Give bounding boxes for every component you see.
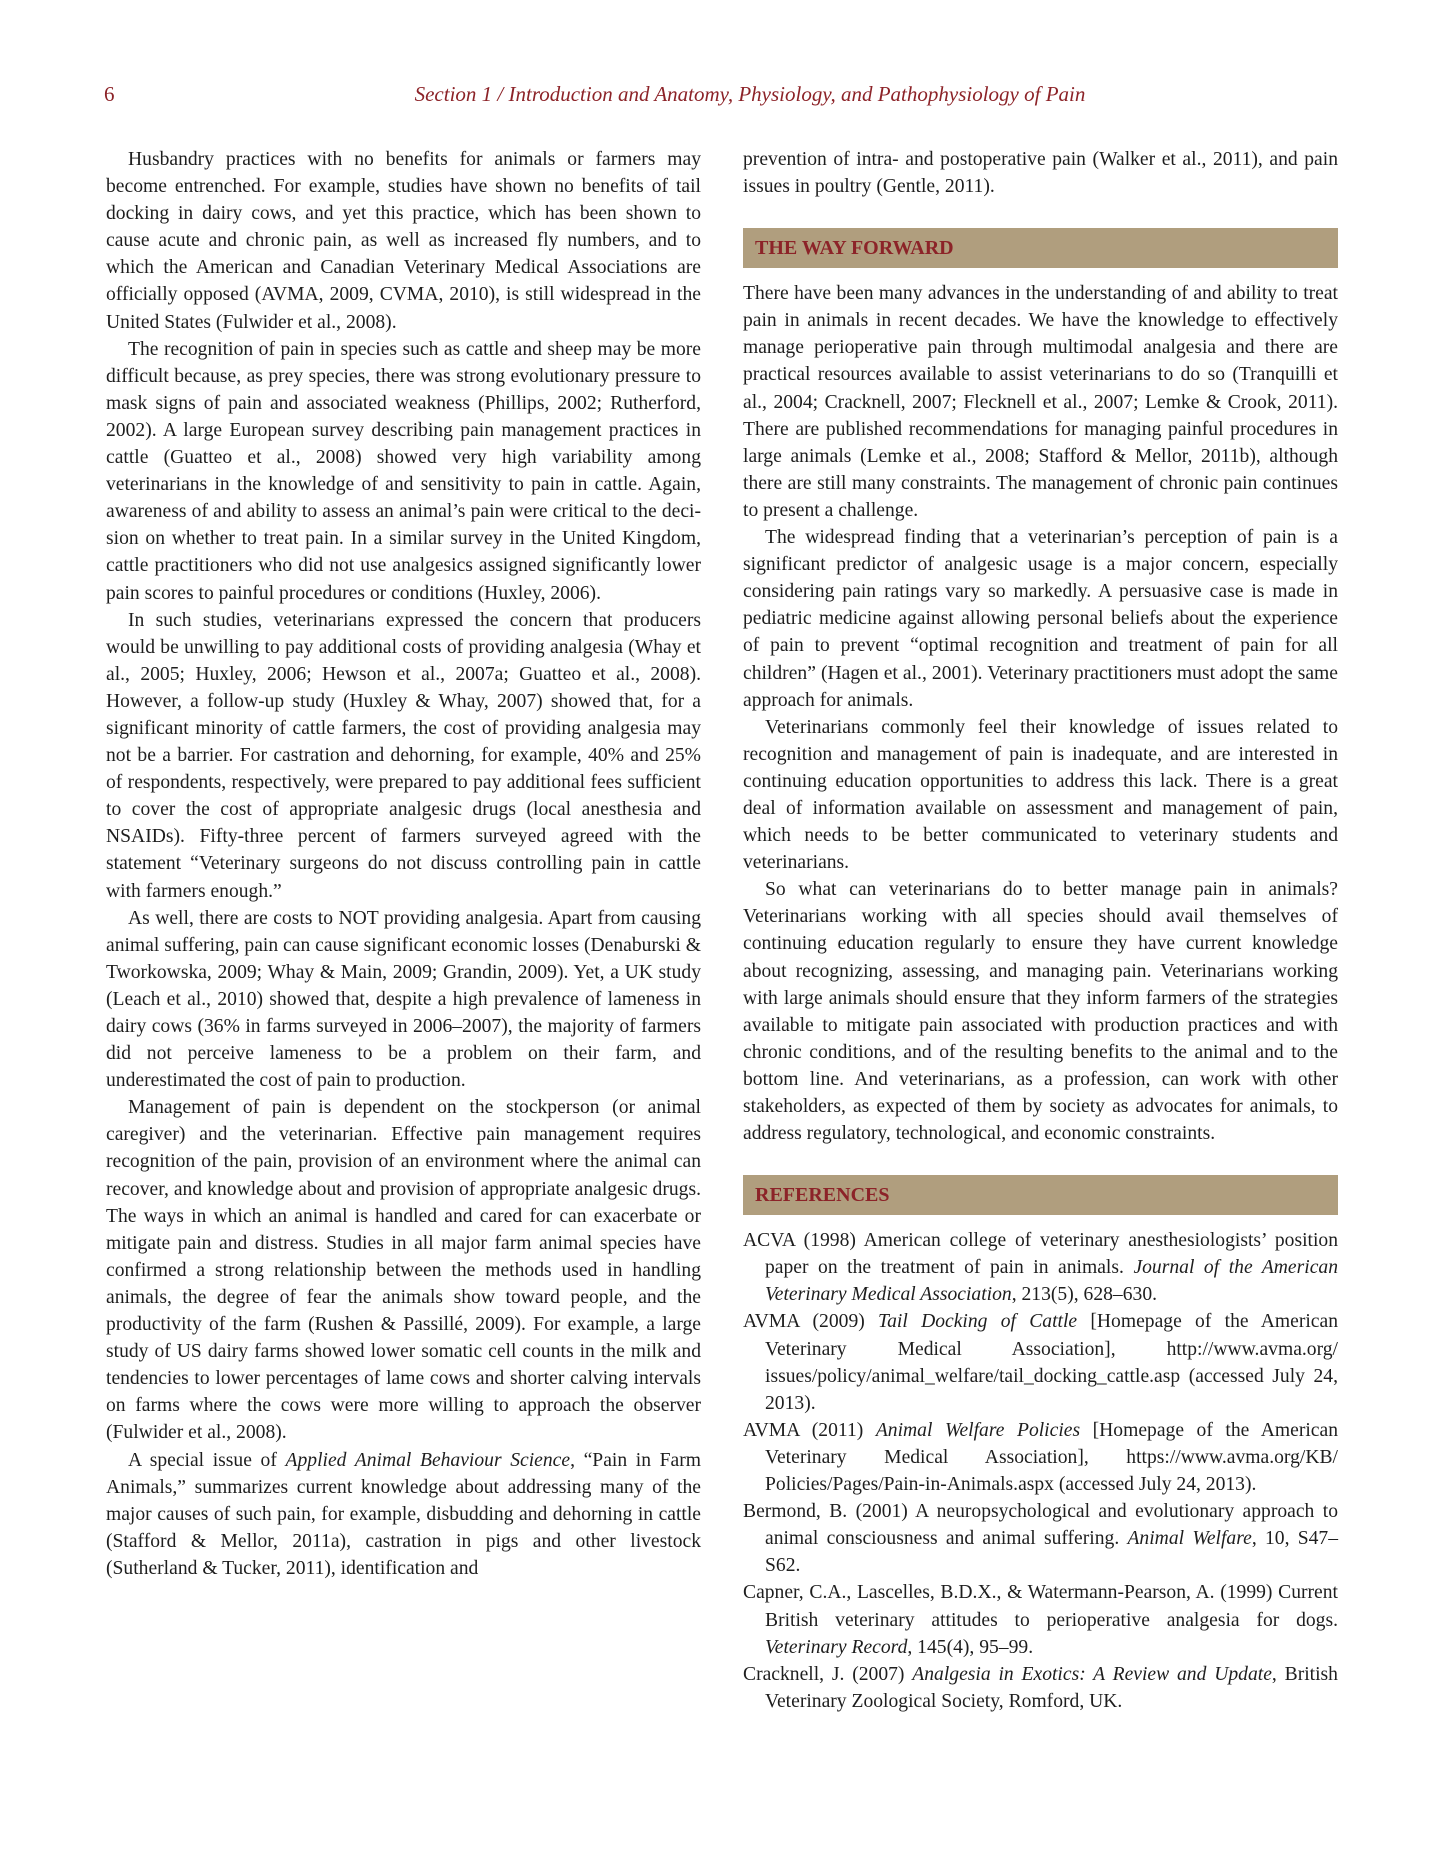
reference-title: Analgesia in Exotics: A Review and Update (912, 1663, 1272, 1685)
reference-item (743, 1227, 1338, 1308)
reference-title: Tail Docking of Cattle (878, 1311, 1078, 1333)
reference-text: AVMA (2009) (743, 1311, 879, 1333)
paragraph: The recognition of pain in species such as cattle and sheep may be more difficult because, as prey species, there was strong evolutionary pressure to mask signs of pain and associated weakness (Phillips, 2002; Rutherford, 2002). A large European survey describing pain management practices in cattle (Guatteo et al., 2008) showed very high variability among veterinarians in the knowledge of and sensitivity to pain in cattle. Again, awareness of and ability to assess an animal’s pain were critical to the decision on whether to treat pain. In a similar survey in the United Kingdom, cattle practitioners who did not use analgesics assigned significantly lower pain scores to painful procedures or conditions (Huxley, 2006). (106, 338, 701, 604)
left-column (106, 146, 701, 1582)
reference-text: Cracknell, J. (2007) (743, 1663, 913, 1685)
reference-title: Journal of the American Veterinary Medical Association (765, 1257, 1338, 1306)
reference-text: AVMA (2011) (743, 1419, 876, 1441)
paragraph: As well, there are costs to NOT providing analgesia. Apart from causing animal suffering, pain can cause significant economic losses (Denaburski & Tworkowska, 2009; Whay & Main, 2009; Grandin, 2009). Yet, a UK study (Leach et al., 2010) showed that, despite a high prevalence of lameness in dairy cows (36% in farms surveyed in 2006–2007), the majority of farmers did not perceive lameness to be a problem on their farm, and underestimated the cost of pain to production. (106, 907, 701, 1092)
reference-text: , 10, S47–S62. (765, 1528, 1339, 1577)
reference-list (743, 1227, 1338, 1715)
reference-item (743, 1661, 1338, 1715)
paragraph: prevention of intra- and postoperative pain (Walker et al., 2011), and pain issues in poultry (Gentle, 2011). (743, 149, 1338, 198)
paragraph-text: A special issue of (128, 1449, 286, 1471)
reference-text: , 213(5), 628–630. (1011, 1284, 1158, 1306)
reference-text: [Homepage of the American Veterinary Medical Association], https://www.avma.org/KB/ Policies/Pages/Pain-in-Animals.aspx (accessed July 24, 2013). (765, 1419, 1338, 1496)
paragraph: Veterinarians commonly feel their knowledge of issues related to recognition and management of pain is inadequate, and are interested in continuing education opportunities to address this lack. There is a great deal of information available on assessment and management of pain, which needs to be better communicated to veterinary students and veterinarians. (743, 716, 1338, 874)
journal-title: Applied Animal Behaviour Science (285, 1449, 571, 1471)
reference-item (743, 1308, 1338, 1416)
paragraph: There have been many advances in the understanding of and ability to treat pain in animals in recent decades. We have the knowledge to effectively manage perioperative pain through multimodal analgesia and there are practical resources available to assist veterinarians to do so (Tranquilli et al., 2004; Cracknell, 2007; Flecknell et al., 2007; Lemke & Crook, 2011). There are published recommendations for managing painful procedures in large animals (Lemke et al., 2008; Stafford & Mellor, 2011b), although there are still many constraints. The management of chronic pain continues to present a challenge. (743, 283, 1338, 521)
reference-text: [Homepage of the American Veterinary Medical Association], http://www.avma.org/ issues/policy/animal_welfare/tail_docking_cattle.asp (accessed July 24, 2013). (765, 1311, 1338, 1414)
reference-title: Animal Welfare (1127, 1528, 1252, 1550)
section-heading-references: REFERENCES (743, 1175, 1338, 1215)
reference-text: Bermond, B. (2001) A neuropsychological and evolutionary approach to animal consciousness and animal suffering. (743, 1501, 1338, 1550)
reference-title: Animal Welfare Policies (875, 1419, 1081, 1441)
reference-item (743, 1498, 1338, 1579)
reference-text: , British Veterinary Zoological Society, Romford, UK. (765, 1663, 1338, 1712)
reference-text: ACVA (1998) American college of veterinary anesthesiologists’ position paper on the treatment of pain in animals. (743, 1230, 1338, 1279)
paragraph: Husbandry practices with no benefits for animals or farmers may become entrenched. For example, studies have shown no benefits of tail docking in dairy cows, and yet this practice, which has been shown to cause acute and chronic pain, as well as increased fly numbers, and to which the American and Canadian Veterinary Medical Associations are officially opposed (AVMA, 2009, CVMA, 2010), is still widespread in the United States (Fulwider et al., 2008). (106, 149, 701, 333)
reference-text: Capner, C.A., Lascelles, B.D.X., & Watermann-Pearson, A. (1999) Current British veterinary attitudes to perioperative analgesia for dogs. (743, 1582, 1338, 1631)
paragraph (106, 1447, 701, 1582)
reference-title: Veterinary Record (765, 1636, 908, 1658)
paragraph: In such studies, veterinarians expressed the concern that producers would be unwilling to pay additional costs of providing analgesia (Whay et al., 2005; Huxley, 2006; Hewson et al., 2007a; Guatteo et al., 2008). However, a follow-up study (Huxley & Whay, 2007) showed that, for a significant minority of cattle farmers, the cost of providing analgesia may not be a barrier. For castration and dehorning, for example, 40% and 25% of respondents, respectively, were prepared to pay additional fees sufficient to cover the cost of appropriate analgesic drugs (local anesthesia and NSAIDs). Fifty-three percent of farmers surveyed agreed with the statement “Veterinary surgeons do not discuss controlling pain in cattle with farmers enough.” (106, 609, 701, 902)
paragraph: So what can veterinarians do to better manage pain in animals? Veterinarians working with all species should avail themselves of continuing education regularly to ensure they have current knowledge about recognizing, assessing, and managing pain. Veterinarians working with large animals should ensure that they inform farmers of the strategies available to mitigate pain associated with production practices and with chronic conditions, and of the resulting benefits to the animal and to the bottom line. And veterinarians, as a profession, can work with other stakeholders, as expected of them by society as advocates for animals, to address regulatory, technological, and economic constraints. (743, 879, 1338, 1145)
paragraph: The widespread finding that a veterinarian’s perception of pain is a significant predictor of analgesic usage is a major concern, especially considering pain ratings vary so markedly. A persuasive case is made in pediatric medicine against allowing personal beliefs about the experience of pain to prevent “optimal recognition and treatment of pain for all children” (Hagen et al., 2001). Veterinary practitioners must adopt the same approach for animals. (743, 527, 1338, 711)
running-header: Section 1 / Introduction and Anatomy, Physiology, and Pathophysiology of Pain (414, 82, 1086, 106)
reference-text: , 145(4), 95–99. (907, 1636, 1034, 1658)
reference-item (743, 1417, 1338, 1498)
page-number: 6 (104, 82, 115, 106)
paragraph-text: , “Pain in Farm Animals,” summarizes current knowledge about addressing many of the major causes of such pain, for example, disbudding and dehorning in cattle (Stafford & Mellor, 2011a), castration in pigs and other livestock (Sutherland & Tucker, 2011), identification and (106, 1449, 701, 1579)
paragraph: Management of pain is dependent on the stockperson (or animal caregiver) and the veterinarian. Effective pain management requires recognition of the pain, provision of an environment where the animal can recover, and knowledge about and provision of appropriate analgesic drugs. The ways in which an animal is handled and cared for can exacerbate or mitigate pain and distress. Studies in all major farm animal species have confirmed a strong relationship between the methods used in handling animals, the degree of fear the animals show toward people, and the productivity of the farm (Rushen & Passillé, 2009). For example, a large study of US dairy farms showed lower somatic cell counts in the milk and tendencies to lower percentages of lame cows and shorter calving intervals on farms where the cows were more willing to approach the observer (Fulwider et al., 2008). (106, 1097, 701, 1444)
reference-item (743, 1579, 1338, 1660)
section-heading-way-forward: THE WAY FORWARD (743, 228, 1338, 268)
right-column (743, 146, 1338, 1715)
